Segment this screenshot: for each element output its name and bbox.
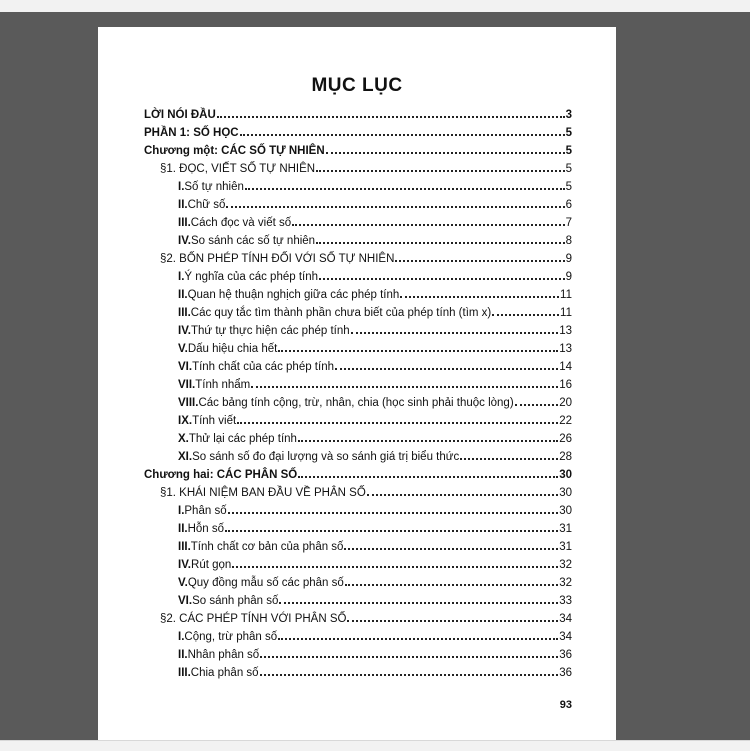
toc-entry-page: 26 [559,433,572,445]
toc-entry [144,357,572,375]
toc-entry-title: §2. BỐN PHÉP TÍNH ĐỐI VỚI SỐ TỰ NHIÊN [160,253,395,265]
dot-leader [335,357,558,370]
toc-entry-page: 30 [559,487,572,499]
toc-entry-title: Nhân phân số [187,649,260,661]
dot-leader [344,537,558,550]
toc-entry-title: Chương một: CÁC SỐ TỰ NHIÊN [144,145,325,157]
toc-entry-title: So sánh các số tự nhiên [191,235,316,247]
toc-entry [144,555,572,573]
toc-entry [144,447,572,465]
toc-entry-page: 36 [559,667,572,679]
toc-entry-page: 3 [565,109,572,121]
toc-entry [144,141,572,159]
toc-entry [144,195,572,213]
toc-entry-roman: I. [178,181,185,193]
toc-entry [144,537,572,555]
toc-entry-page: 5 [565,163,572,175]
dot-leader [316,231,565,244]
dot-leader [367,483,558,496]
toc-entry-roman: VI. [178,361,193,373]
toc-entry-page: 30 [559,505,572,517]
toc-entry [144,123,572,141]
toc-entry [144,321,572,339]
dot-leader [395,249,564,262]
toc-entry-title: Tính chất cơ bản của phân số [190,541,344,553]
toc-entry-page: 34 [559,613,572,625]
toc-entry [144,213,572,231]
toc-entry-page: 30 [559,469,572,481]
toc-entry-roman: III. [178,541,191,553]
dot-leader [319,267,565,280]
dot-leader [326,141,565,154]
viewer-statusbar [0,740,750,751]
toc-entry-roman: VIII. [178,397,199,409]
toc-entry-title: Thử lại các phép tính [188,433,297,445]
toc-entry-page: 5 [565,181,572,193]
dot-leader [515,393,559,406]
toc-entry-page: 5 [565,145,572,157]
toc-entry-page: 16 [559,379,572,391]
toc-entry-page: 9 [565,271,572,283]
toc-entry [144,591,572,609]
toc-entry-roman: V. [178,577,188,589]
toc-entry-roman: I. [178,631,185,643]
toc-entry-title: Thứ tự thực hiện các phép tính [191,325,350,337]
toc-entry-page: 11 [560,289,572,301]
toc-entry-page: 6 [565,199,572,211]
toc-entry [144,501,572,519]
toc-entry-page: 11 [560,307,572,319]
toc-entry-roman: IV. [178,325,192,337]
dot-leader [298,465,558,478]
toc-entry-title: Chia phân số [190,667,259,679]
toc-entry-title: Rút gọn [191,559,232,571]
toc-entry-page: 5 [565,127,572,139]
toc-entry [144,627,572,645]
toc-entry-title: Cộng, trừ phân số [184,631,278,643]
dot-leader [279,591,558,604]
dot-leader [298,429,558,442]
dot-leader [260,645,558,658]
toc-entry-roman: I. [178,271,185,283]
toc-entry [144,285,572,303]
toc-entry-roman: IV. [178,235,192,247]
toc-entry-title: §1. KHÁI NIỆM BAN ĐẦU VỀ PHÂN SỐ [160,487,366,499]
toc-entry [144,519,572,537]
document-viewer[interactable] [0,12,750,740]
dot-leader [400,285,559,298]
toc-entry-page: 36 [559,649,572,661]
dot-leader [240,123,565,136]
toc-entry-title: §1. ĐỌC, VIẾT SỐ TỰ NHIÊN [160,163,316,175]
toc-entry [144,645,572,663]
toc-entry-title: Phân số [184,505,227,517]
toc-entry [144,303,572,321]
toc-entry [144,177,572,195]
toc-entry-title: PHẦN 1: SỐ HỌC [144,127,239,139]
toc-entry-page: 9 [565,253,572,265]
toc-entry [144,249,572,267]
toc-entry [144,339,572,357]
toc-entry-roman: III. [178,217,191,229]
dot-leader [278,339,558,352]
dot-leader [260,663,559,676]
table-of-contents [144,105,572,681]
toc-entry-page: 33 [559,595,572,607]
toc-entry-page: 32 [559,577,572,589]
toc-entry [144,375,572,393]
toc-entry-page: 32 [559,559,572,571]
toc-entry-title: So sánh phân số [192,595,279,607]
dot-leader [251,375,558,388]
toc-entry-title: Tính viết [192,415,237,427]
toc-entry-title: LỜI NÓI ĐẦU [144,109,216,121]
toc-entry-title: Các quy tắc tìm thành phần chưa biết của phép tính (tìm x) [190,307,492,319]
toc-entry [144,465,572,483]
toc-entry [144,663,572,681]
toc-entry-roman: VI. [178,595,193,607]
dot-leader [278,627,558,640]
dot-leader [232,555,558,568]
toc-entry-title: Hỗn số [187,523,225,535]
toc-entry-page: 22 [559,415,572,427]
toc-entry-page: 20 [559,397,572,409]
toc-entry-roman: II. [178,199,188,211]
toc-entry-roman: I. [178,505,185,517]
toc-entry-roman: IX. [178,415,193,427]
toc-entry-title: Chương hai: CÁC PHÂN SỐ [144,469,298,481]
toc-entry [144,231,572,249]
toc-entry-page: 13 [559,325,572,337]
toc-entry [144,429,572,447]
toc-entry-page: 31 [559,523,572,535]
toc-entry-roman: X. [178,433,189,445]
dot-leader [345,573,558,586]
dot-leader [351,321,559,334]
dot-leader [225,519,558,532]
dot-leader [460,447,558,460]
toc-entry-page: 34 [559,631,572,643]
toc-entry-title: So sánh số đo đại lượng và so sánh giá trị biểu thức [192,451,460,463]
toc-entry-roman: XI. [178,451,193,463]
toc-entry-roman: IV. [178,559,192,571]
dot-leader [292,213,564,226]
toc-entry-roman: II. [178,523,188,535]
toc-entry-title: Quy đồng mẫu số các phân số [187,577,344,589]
dot-leader [316,159,564,172]
toc-entry [144,573,572,591]
toc-entry-roman: II. [178,649,188,661]
dot-leader [228,501,559,514]
toc-entry-page: 28 [559,451,572,463]
dot-leader [217,105,565,118]
toc-entry-title: Chữ số [187,199,226,211]
toc-entry-page: 13 [559,343,572,355]
toc-entry-title: Ý nghĩa của các phép tính [184,271,319,283]
toc-entry-title: Dấu hiệu chia hết [187,343,278,355]
dot-leader [237,411,558,424]
toc-entry-roman: II. [178,289,188,301]
toc-entry-roman: VII. [178,379,196,391]
toc-entry-title: Tính nhẩm [195,379,251,391]
toc-entry-roman: III. [178,307,191,319]
toc-entry-page: 31 [559,541,572,553]
toc-entry-title: §2. CÁC PHÉP TÍNH VỚI PHÂN SỐ [160,613,347,625]
dot-leader [245,177,565,190]
toc-entry [144,411,572,429]
dot-leader [347,609,558,622]
toc-entry-page: 8 [565,235,572,247]
document-page [98,27,616,750]
toc-entry-title: Quan hệ thuận nghịch giữa các phép tính [187,289,400,301]
toc-entry-roman: V. [178,343,188,355]
dot-leader [492,303,559,316]
toc-entry-title: Số tự nhiên [184,181,244,193]
toc-entry [144,609,572,627]
page-number: 93 [559,699,572,711]
dot-leader [226,195,564,208]
toc-entry-page: 14 [559,361,572,373]
toc-entry [144,483,572,501]
page-title: MỤC LỤC [311,75,403,96]
toc-entry-title: Các bảng tính cộng, trừ, nhân, chia (học sinh phải thuộc lòng) [198,397,514,409]
toc-entry [144,105,572,123]
toc-entry-title: Cách đọc và viết số [190,217,292,229]
toc-entry [144,393,572,411]
toc-entry [144,267,572,285]
toc-entry-title: Tính chất của các phép tính [192,361,334,373]
toc-entry-roman: III. [178,667,191,679]
toc-entry [144,159,572,177]
toc-entry-page: 7 [565,217,572,229]
